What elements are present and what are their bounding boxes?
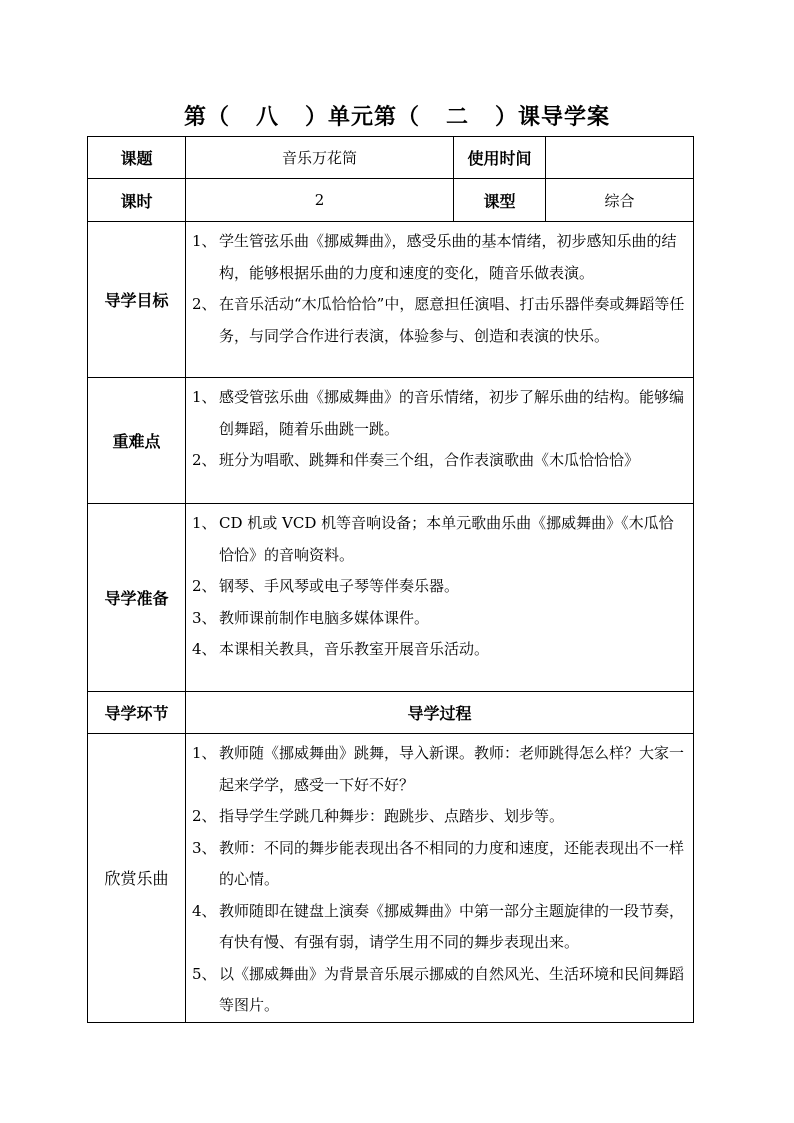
stage-header: 导学环节	[88, 692, 186, 734]
keypoints-cell	[186, 378, 694, 504]
table-row	[88, 504, 694, 692]
topic-label: 课题	[88, 137, 186, 179]
goals-label: 导学目标	[88, 222, 186, 378]
list-item	[192, 738, 687, 801]
type-label: 课型	[454, 179, 546, 222]
item-text: 以《挪威舞曲》为背景音乐展示挪威的自然风光、生活环境和民间舞蹈等图片。	[219, 964, 685, 1014]
item-number: 5、	[192, 964, 217, 983]
list-item	[192, 226, 687, 289]
process-header: 导学过程	[186, 692, 694, 734]
item-number: 1、	[192, 514, 217, 532]
appreciate-cell	[186, 734, 694, 1023]
prep-cell	[186, 504, 694, 692]
item-number: 3、	[192, 608, 217, 627]
list-item	[192, 959, 687, 1022]
item-number: 1、	[192, 744, 217, 762]
prep-label: 导学准备	[88, 504, 186, 692]
item-number: 3、	[192, 838, 217, 857]
list-item	[192, 801, 687, 833]
item-text: 在音乐活动“木瓜恰恰恰”中，愿意担任演唱、打击乐器伴奏或舞蹈等任务，与同学合作进行表演，体验参与、创造和表演的快乐。	[219, 295, 685, 345]
item-number: 2、	[192, 451, 217, 469]
item-text: 钢琴、手风琴或电子琴等伴奏乐器。	[219, 577, 460, 595]
item-text: 教师随即在键盘上演奏《挪威舞曲》中第一部分主题旋律的一段节奏，有快有慢、有强有弱，请学生用不同的舞步表现出来。	[219, 901, 685, 951]
item-text: 教师：不同的舞步能表现出各不相同的力度和速度，还能表现出不一样的心情。	[219, 838, 685, 888]
table-row	[88, 137, 694, 179]
item-text: 感受管弦乐曲《挪威舞曲》的音乐情绪，初步了解乐曲的结构。能够编创舞蹈，随着乐曲跳一跳。	[219, 388, 685, 438]
list-item	[192, 571, 687, 603]
appreciate-label: 欣赏乐曲	[88, 734, 186, 1023]
item-number: 2、	[192, 295, 217, 313]
page-title: 第（ 八 ）单元第（ 二 ）课导学案	[184, 104, 610, 130]
item-text: 班分为唱歌、跳舞和伴奏三个组，合作表演歌曲《木瓜恰恰恰》	[219, 451, 640, 469]
list-item	[192, 289, 687, 352]
type-value: 综合	[546, 179, 694, 222]
list-item	[192, 634, 687, 666]
table-row	[88, 734, 694, 1023]
item-number: 2、	[192, 577, 217, 595]
item-number: 1、	[192, 232, 217, 250]
item-text: 教师课前制作电脑多媒体课件。	[219, 608, 430, 627]
topic-value: 音乐万花筒	[186, 137, 454, 179]
list-item	[192, 382, 687, 445]
list-item	[192, 603, 687, 635]
goals-cell	[186, 222, 694, 378]
list-item	[192, 445, 687, 477]
list-item	[192, 508, 687, 571]
item-number: 4、	[192, 901, 217, 920]
table-row	[88, 179, 694, 222]
list-item	[192, 833, 687, 896]
time-value	[546, 137, 694, 179]
item-text: 本课相关教具，音乐教室开展音乐活动。	[219, 640, 490, 658]
period-value: 2	[186, 179, 454, 222]
time-label: 使用时间	[454, 137, 546, 179]
item-number: 2、	[192, 807, 217, 825]
item-text: 指导学生学跳几种舞步：跑跳步、点踏步、划步等。	[219, 807, 565, 825]
item-text: CD 机或 VCD 机等音响设备；本单元歌曲乐曲《挪威舞曲》《木瓜恰恰恰》的音响资料。	[219, 514, 674, 564]
keypoints-label: 重难点	[88, 378, 186, 504]
item-text: 学生管弦乐曲《挪威舞曲》，感受乐曲的基本情绪，初步感知乐曲的结构，能够根据乐曲的力度和速度的变化，随音乐做表演。	[219, 232, 677, 282]
item-number: 4、	[192, 640, 217, 658]
item-number: 1、	[192, 388, 217, 406]
item-text: 教师随《挪威舞曲》跳舞，导入新课。教师：老师跳得怎么样？大家一起来学学，感受一下好不好？	[219, 744, 685, 794]
table-row	[88, 378, 694, 504]
period-label: 课时	[88, 179, 186, 222]
table-row	[88, 222, 694, 378]
lesson-plan-table	[87, 136, 694, 1023]
list-item	[192, 896, 687, 959]
table-row	[88, 692, 694, 734]
